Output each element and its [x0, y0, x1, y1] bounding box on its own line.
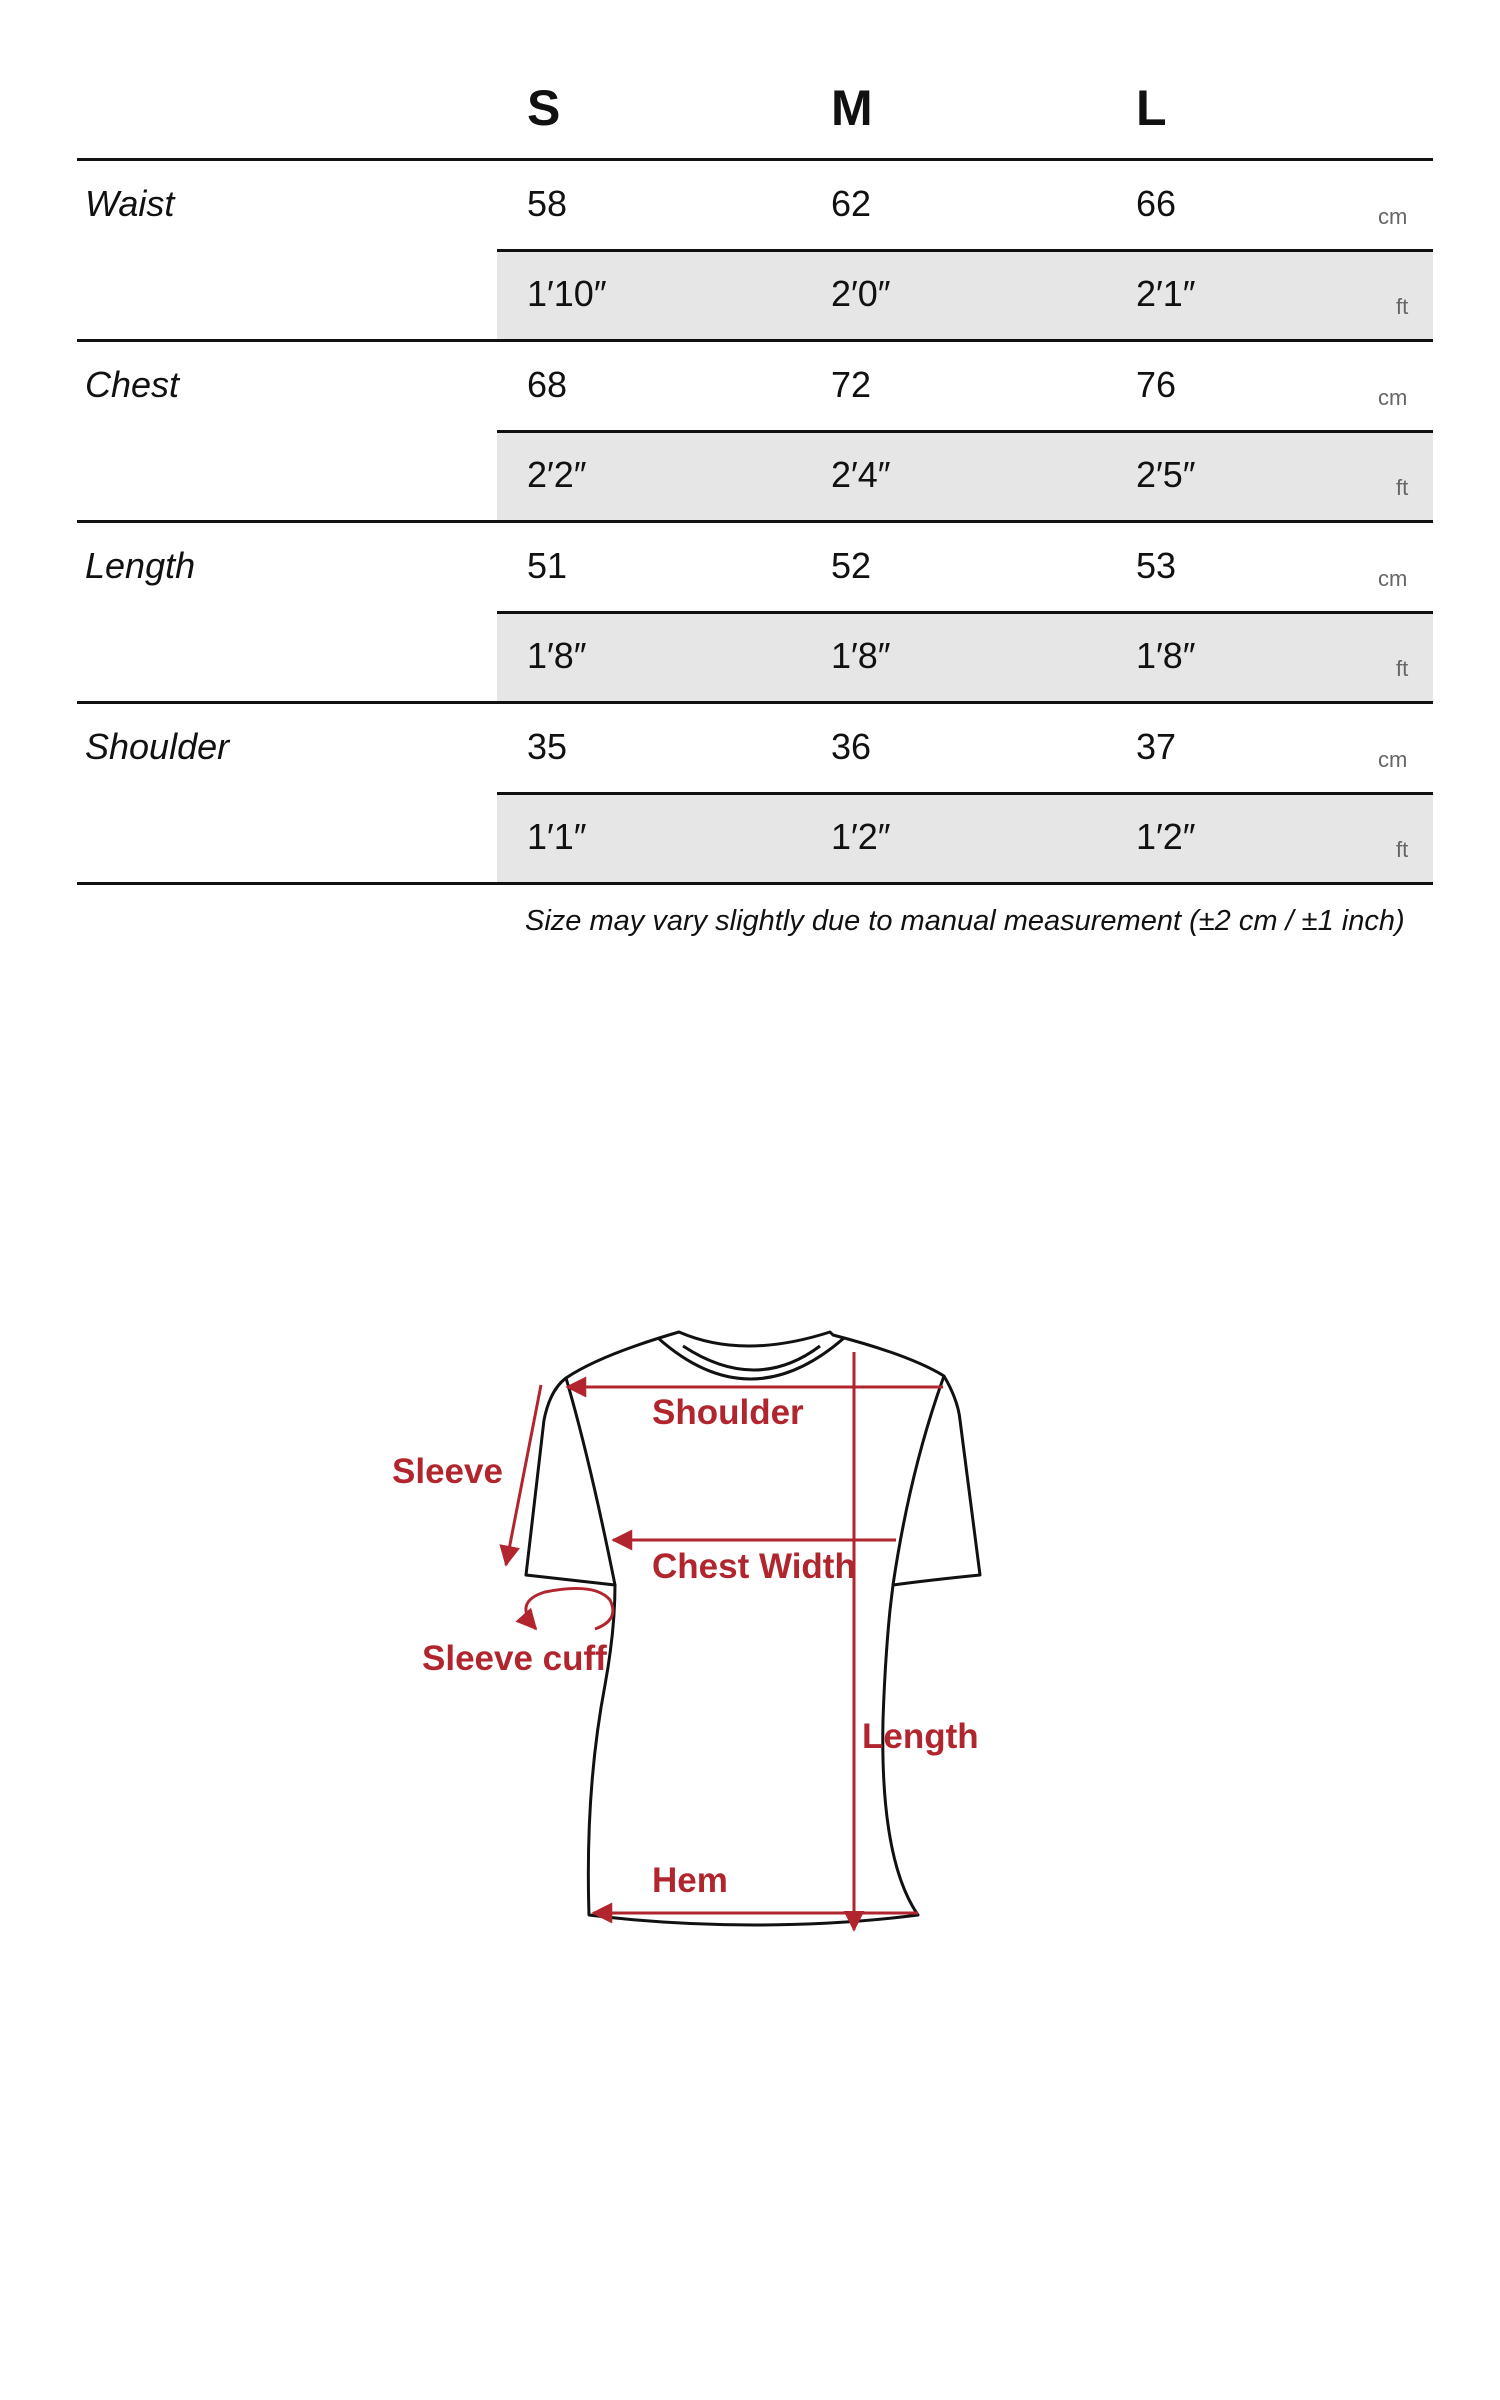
chest-ft-m: 2′4″	[831, 454, 891, 495]
label-hem: Hem	[652, 1861, 728, 1900]
unit-ft-label: ft	[1396, 656, 1409, 681]
collar-outer	[658, 1338, 844, 1379]
waist-cm-l: 66	[1136, 183, 1177, 224]
row-label-chest: Chest	[85, 364, 180, 405]
waist-cm-m: 62	[831, 183, 872, 224]
label-sleeve: Sleeve	[392, 1452, 503, 1491]
table-rule	[77, 882, 1433, 885]
table-rule	[77, 520, 1433, 523]
label-sleeve-cuff: Sleeve cuff	[422, 1639, 607, 1678]
length-ft-s: 1′8″	[527, 635, 587, 676]
label-length: Length	[862, 1717, 979, 1756]
table-rule	[77, 339, 1433, 342]
shoulder-ft-s: 1′1″	[527, 816, 587, 857]
waist-cm-s: 58	[527, 183, 568, 224]
measurement-note: Size may vary slightly due to manual measurement (±2 cm / ±1 inch)	[525, 905, 1405, 937]
table-rule	[497, 430, 1433, 433]
chest-cm-m: 72	[831, 364, 872, 405]
unit-ft-label: ft	[1396, 294, 1409, 319]
table-rule	[77, 701, 1433, 704]
tshirt-measurement-diagram	[0, 1280, 1500, 1980]
sleeve-cuff-arrow	[526, 1588, 613, 1629]
table-rule	[497, 249, 1433, 252]
chest-cm-l: 76	[1136, 364, 1177, 405]
left-armhole-seam	[566, 1378, 615, 1585]
length-cm-l: 53	[1136, 545, 1177, 586]
label-shoulder: Shoulder	[652, 1393, 804, 1432]
size-chart-table	[0, 0, 1500, 960]
row-label-length: Length	[85, 545, 196, 586]
unit-ft-label: ft	[1396, 475, 1409, 500]
unit-cm-label: cm	[1378, 385, 1408, 410]
imperial-row-background	[497, 795, 1433, 882]
waist-ft-m: 2′0″	[831, 273, 891, 314]
length-cm-m: 52	[831, 545, 872, 586]
chest-cm-s: 68	[527, 364, 568, 405]
row-label-waist: Waist	[85, 183, 175, 224]
imperial-row-background	[497, 614, 1433, 701]
unit-cm-label: cm	[1378, 204, 1408, 229]
row-label-shoulder: Shoulder	[85, 726, 230, 767]
sleeve-arrow	[506, 1385, 541, 1565]
unit-cm-label: cm	[1378, 566, 1408, 591]
table-rule	[497, 611, 1433, 614]
table-rule	[77, 158, 1433, 161]
size-header-m: M	[831, 80, 873, 136]
chest-ft-s: 2′2″	[527, 454, 587, 495]
shoulder-ft-m: 1′2″	[831, 816, 891, 857]
chest-ft-l: 2′5″	[1136, 454, 1196, 495]
waist-ft-s: 1′10″	[527, 273, 607, 314]
size-header-l: L	[1136, 80, 1167, 136]
shoulder-cm-m: 36	[831, 726, 872, 767]
length-cm-s: 51	[527, 545, 568, 586]
shoulder-cm-l: 37	[1136, 726, 1177, 767]
label-chest-width: Chest Width	[652, 1547, 856, 1586]
imperial-row-background	[497, 433, 1433, 520]
imperial-row-background	[497, 252, 1433, 339]
table-rule	[497, 792, 1433, 795]
unit-ft-label: ft	[1396, 837, 1409, 862]
shoulder-cm-s: 35	[527, 726, 568, 767]
shoulder-ft-l: 1′2″	[1136, 816, 1196, 857]
size-header-s: S	[527, 80, 561, 136]
unit-cm-label: cm	[1378, 747, 1408, 772]
waist-ft-l: 2′1″	[1136, 273, 1196, 314]
length-ft-l: 1′8″	[1136, 635, 1196, 676]
length-ft-m: 1′8″	[831, 635, 891, 676]
right-armhole-seam	[893, 1376, 944, 1585]
